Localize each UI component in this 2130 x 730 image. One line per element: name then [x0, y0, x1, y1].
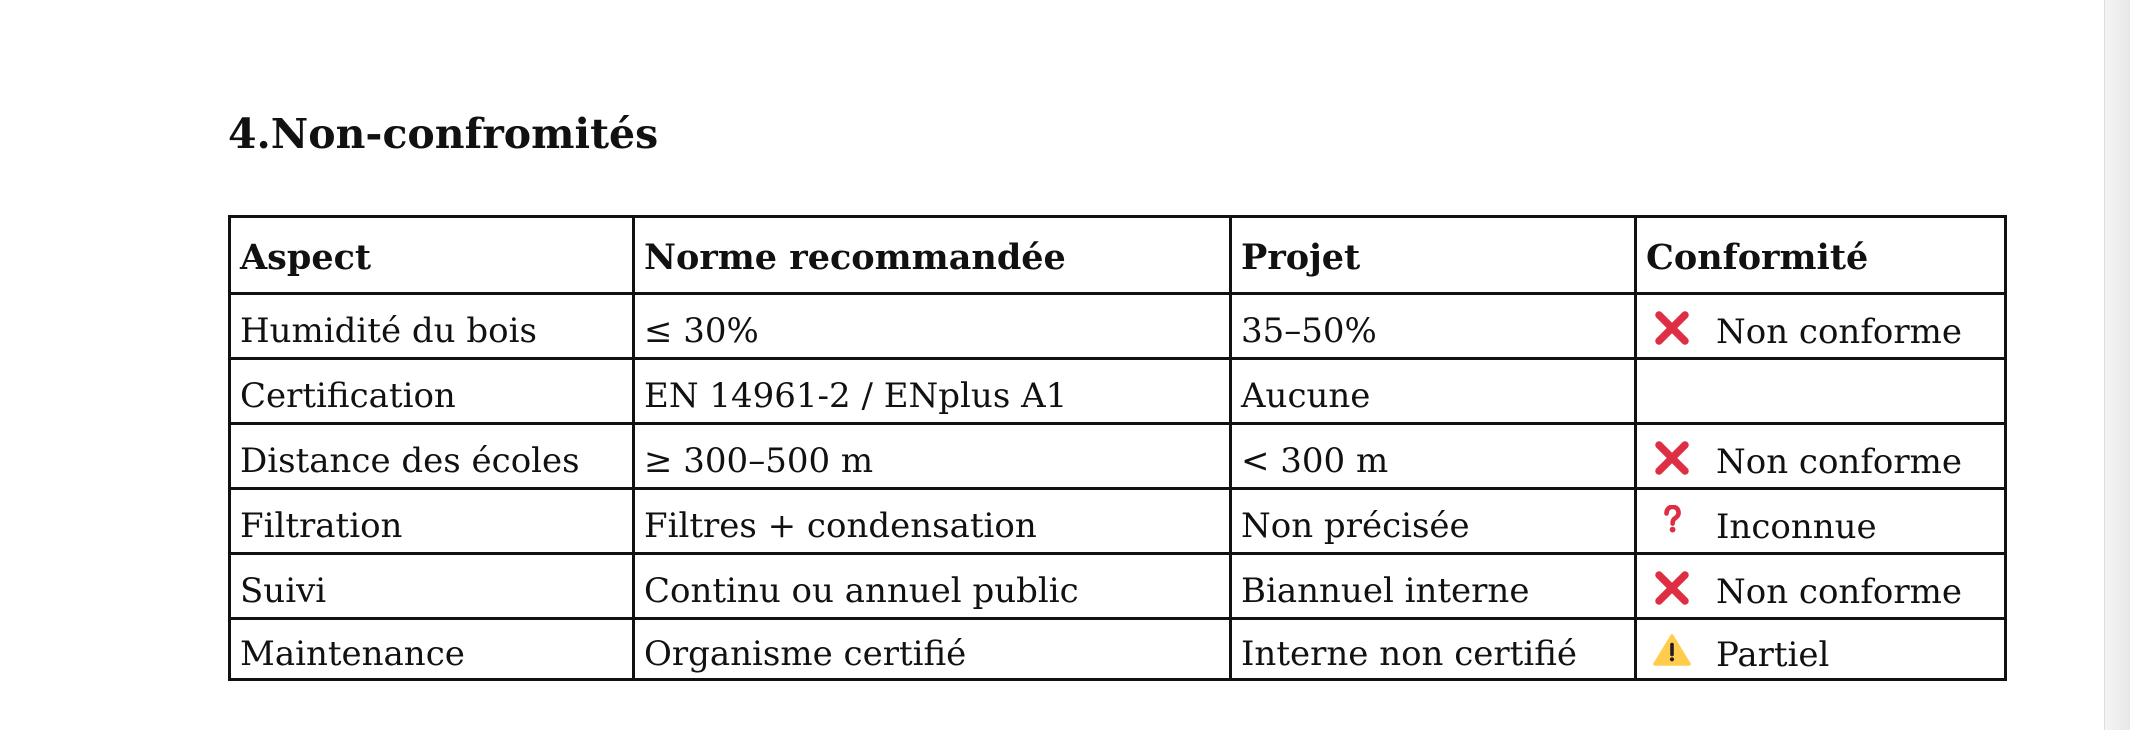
cell-projet: Aucune — [1231, 359, 1636, 424]
table-header-row — [230, 217, 2006, 294]
cell-norme: ≥ 300–500 m — [634, 424, 1231, 489]
cell-aspect: Distance des écoles — [230, 424, 634, 489]
cell-projet: < 300 m — [1231, 424, 1636, 489]
cell-conformite — [1636, 489, 2006, 554]
cross-mark-icon — [1652, 570, 1692, 606]
cell-projet: Biannuel interne — [1231, 554, 1636, 619]
cell-conformite — [1636, 619, 2006, 680]
cell-aspect: Filtration — [230, 489, 634, 554]
cell-projet: Interne non certifié — [1231, 619, 1636, 680]
table-row — [230, 294, 2006, 359]
page-edge-shadow — [2104, 0, 2130, 730]
cell-norme: Continu ou annuel public — [634, 554, 1231, 619]
table-row — [230, 489, 2006, 554]
table-row — [230, 359, 2006, 424]
question-mark-icon — [1652, 505, 1692, 541]
cell-aspect: Certification — [230, 359, 634, 424]
non-conformity-table — [228, 215, 2007, 681]
conformity-label: Non conforme — [1716, 311, 1963, 352]
table-row — [230, 424, 2006, 489]
conformity-label: Partiel — [1716, 634, 1830, 675]
cell-norme: Organisme certifié — [634, 619, 1231, 680]
cell-aspect: Maintenance — [230, 619, 634, 680]
warning-icon — [1652, 633, 1692, 669]
cell-projet: Non précisée — [1231, 489, 1636, 554]
cell-conformite — [1636, 294, 2006, 359]
cell-norme: Filtres + condensation — [634, 489, 1231, 554]
cell-aspect: Suivi — [230, 554, 634, 619]
cross-mark-icon — [1652, 310, 1692, 346]
table-row — [230, 554, 2006, 619]
cell-conformite — [1636, 554, 2006, 619]
section-heading: 4.Non-confromités — [228, 110, 659, 158]
cross-mark-icon — [1652, 440, 1692, 476]
conformity-label: Non conforme — [1716, 571, 1963, 612]
column-header-conformite: Conformité — [1636, 217, 2006, 294]
column-header-aspect: Aspect — [230, 217, 634, 294]
cell-norme: EN 14961-2 / ENplus A1 — [634, 359, 1231, 424]
cell-conformite — [1636, 359, 2006, 424]
conformity-label: Inconnue — [1716, 506, 1877, 547]
cell-aspect: Humidité du bois — [230, 294, 634, 359]
table-row — [230, 619, 2006, 680]
cell-norme: ≤ 30% — [634, 294, 1231, 359]
conformity-label: Non conforme — [1716, 441, 1963, 482]
column-header-norme: Norme recommandée — [634, 217, 1231, 294]
cell-conformite — [1636, 424, 2006, 489]
cell-projet: 35–50% — [1231, 294, 1636, 359]
column-header-projet: Projet — [1231, 217, 1636, 294]
